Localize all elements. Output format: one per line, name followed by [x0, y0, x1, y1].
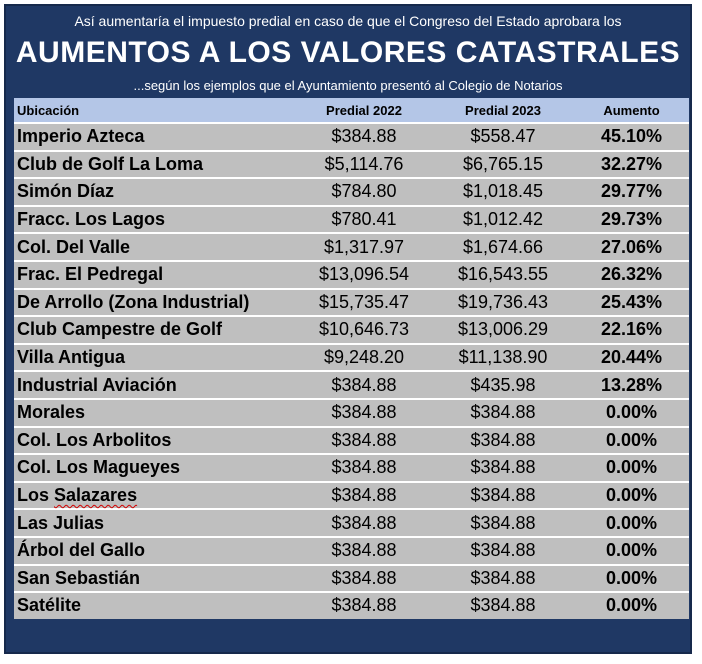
cell-predial-2023: $11,138.90 [458, 347, 548, 368]
cell-aumento: 45.10% [600, 126, 663, 147]
header-subtitle: ...según los ejemplos que el Ayuntamiento presentó al Colegio de Notarios [133, 78, 563, 93]
cell-predial-2022: $780.41 [331, 209, 397, 230]
cell-predial-2023: $384.88 [470, 567, 536, 588]
cell-ubicacion: Col. Del Valle [17, 236, 131, 257]
page-title: AUMENTOS A LOS VALORES CATASTRALES [15, 36, 681, 69]
cell-predial-2022: $384.88 [331, 512, 397, 533]
table-row [14, 536, 689, 564]
cell-predial-2022: $13,096.54 [318, 264, 410, 285]
cell-predial-2022: $384.88 [331, 402, 397, 423]
cell-ubicacion: Col. Los Magueyes [17, 457, 181, 478]
cell-ubicacion: De Arrollo (Zona Industrial) [17, 291, 250, 312]
cell-predial-2022: $10,646.73 [318, 319, 410, 340]
table-row [14, 122, 689, 150]
predial-table [14, 98, 689, 619]
header-intro: Así aumentaría el impuesto predial en caso de que el Congreso del Estado aprobara los [74, 13, 622, 29]
cell-aumento: 13.28% [600, 374, 663, 395]
cell-aumento: 0.00% [605, 457, 658, 478]
table-row [14, 481, 689, 509]
cell-predial-2023: $384.88 [470, 429, 536, 450]
cell-aumento: 0.00% [605, 429, 658, 450]
cell-predial-2022: $1,317.97 [323, 236, 405, 257]
column-header-predial-2022: Predial 2022 [326, 102, 402, 118]
table-row [14, 398, 689, 426]
cell-predial-2023: $435.98 [470, 374, 536, 395]
cell-aumento: 20.44% [600, 347, 663, 368]
cell-aumento: 0.00% [605, 485, 658, 506]
cell-predial-2023: $16,543.55 [457, 264, 549, 285]
cell-aumento: 27.06% [600, 236, 663, 257]
table-row [14, 343, 689, 371]
cell-ubicacion: Morales [17, 402, 86, 423]
cell-predial-2022: $5,114.76 [324, 153, 404, 174]
column-header-predial-2023: Predial 2023 [465, 102, 541, 118]
cell-predial-2022: $15,735.47 [318, 291, 410, 312]
table-body [14, 122, 689, 619]
cell-ubicacion: Simón Díaz [17, 181, 115, 202]
cell-predial-2023: $13,006.29 [457, 319, 549, 340]
cell-ubicacion: Fracc. Los Lagos [17, 209, 166, 230]
cell-predial-2022: $384.88 [331, 485, 397, 506]
column-header-aumento: Aumento [603, 102, 660, 118]
table-row [14, 232, 689, 260]
table-row [14, 315, 689, 343]
cell-aumento: 32.27% [600, 153, 663, 174]
cell-aumento: 0.00% [605, 402, 658, 423]
cell-predial-2022: $384.88 [331, 567, 397, 588]
cell-predial-2022: $9,248.20 [323, 347, 405, 368]
table-header-row [14, 98, 689, 122]
cell-ubicacion: Satélite [17, 595, 82, 616]
cell-aumento: 0.00% [605, 595, 658, 616]
cell-ubicacion: San Sebastián [17, 567, 141, 588]
cell-aumento: 0.00% [605, 567, 658, 588]
cell-ubicacion: Los Salazares [17, 485, 138, 506]
cell-predial-2023: $558.47 [470, 126, 536, 147]
cell-predial-2022: $384.88 [331, 540, 397, 561]
cell-aumento: 29.73% [600, 209, 663, 230]
cell-aumento: 25.43% [600, 291, 663, 312]
cell-predial-2023: $384.88 [470, 512, 536, 533]
cell-ubicacion: Frac. El Pedregal [17, 264, 164, 285]
cell-ubicacion: Club Campestre de Golf [17, 319, 223, 340]
cell-ubicacion: Las Julias [17, 512, 105, 533]
cell-predial-2023: $384.88 [470, 402, 536, 423]
table-row [14, 260, 689, 288]
cell-ubicacion: Imperio Azteca [17, 126, 145, 147]
cell-predial-2022: $384.88 [331, 457, 397, 478]
table-row [14, 591, 689, 619]
cell-predial-2023: $6,765.15 [462, 153, 544, 174]
cell-aumento: 22.16% [600, 319, 663, 340]
cell-predial-2022: $384.88 [331, 595, 397, 616]
cell-aumento: 0.00% [605, 512, 658, 533]
cell-aumento: 26.32% [600, 264, 663, 285]
cell-ubicacion: Industrial Aviación [17, 374, 177, 395]
cell-predial-2022: $384.88 [331, 126, 397, 147]
cell-predial-2023: $384.88 [470, 595, 536, 616]
cell-aumento: 29.77% [600, 181, 663, 202]
cell-ubicacion: Villa Antigua [17, 347, 126, 368]
cell-predial-2023: $1,674.66 [462, 236, 544, 257]
cell-ubicacion: Árbol del Gallo [17, 540, 146, 561]
table-row [14, 564, 689, 592]
cell-predial-2023: $384.88 [470, 457, 536, 478]
cell-ubicacion: Col. Los Arbolitos [17, 429, 172, 450]
cell-predial-2022: $784.80 [331, 181, 397, 202]
table-row [14, 370, 689, 398]
table-row [14, 177, 689, 205]
cell-ubicacion: Club de Golf La Loma [17, 153, 204, 174]
cell-predial-2023: $19,736.43 [457, 291, 549, 312]
table-row [14, 205, 689, 233]
infographic-frame [4, 4, 692, 654]
column-header-ubicacion: Ubicación [17, 102, 80, 118]
cell-predial-2022: $384.88 [331, 374, 397, 395]
table-row [14, 453, 689, 481]
cell-aumento: 0.00% [605, 540, 658, 561]
cell-predial-2023: $384.88 [470, 485, 536, 506]
cell-predial-2022: $384.88 [331, 429, 397, 450]
table-row [14, 426, 689, 454]
cell-predial-2023: $1,012.42 [462, 209, 544, 230]
table-row [14, 288, 689, 316]
table-row [14, 150, 689, 178]
table-row [14, 508, 689, 536]
cell-predial-2023: $1,018.45 [462, 181, 544, 202]
cell-predial-2023: $384.88 [470, 540, 536, 561]
